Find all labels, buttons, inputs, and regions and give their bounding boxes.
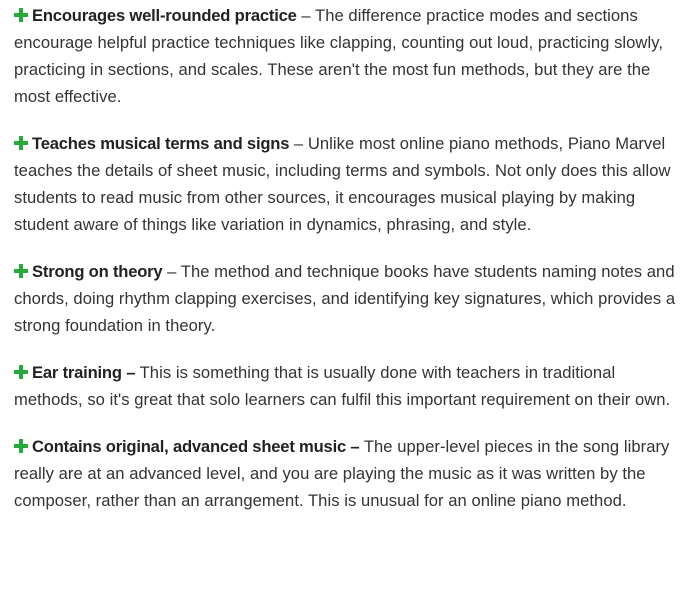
pros-list	[14, 2, 676, 534]
pro-separator: –	[162, 262, 181, 281]
pro-heading: Teaches musical terms and signs	[32, 134, 290, 153]
pro-separator: –	[296, 6, 316, 25]
plus-icon	[14, 8, 28, 22]
pro-item-theory	[14, 258, 676, 339]
pro-item-ear-training	[14, 359, 676, 413]
pro-item-musical-terms	[14, 130, 676, 238]
pro-item-well-rounded-practice	[14, 2, 676, 110]
pro-body: Unlike most online piano methods, Piano Marvel teaches the details of sheet music, including terms and symbols. Not only does this allow students to read music from other sources, it encourages musical playing by making student aware of things like variation in dynamics, phrasing, and style.	[14, 134, 671, 234]
pro-body: The difference practice modes and sections encourage helpful practice techniques like clapping, counting out loud, practicing slowly, practicing in sections, and scales. These aren't the most fun methods, but they are the most effective.	[14, 6, 663, 106]
pro-body: The upper-level pieces in the song library really are at an advanced level, and you are playing the music as it was written by the composer, rather than an arrangement. This is unusual for an online piano method.	[14, 437, 670, 510]
pro-item-advanced-sheet-music	[14, 433, 676, 514]
pro-body: This is something that is usually done with teachers in traditional methods, so it's great that solo learners can fulfil this important requirement on their own.	[14, 363, 671, 409]
plus-icon	[14, 439, 28, 453]
plus-icon	[14, 365, 28, 379]
pro-heading: Ear training –	[32, 363, 136, 382]
pro-heading: Contains original, advanced sheet music –	[32, 437, 360, 456]
pro-separator: –	[289, 134, 308, 153]
pro-heading: Encourages well-rounded practice	[32, 6, 297, 25]
pro-heading: Strong on theory	[32, 262, 163, 281]
plus-icon	[14, 264, 28, 278]
pro-body: The method and technique books have students naming notes and chords, doing rhythm clapping exercises, and identifying key signatures, which provides a strong foundation in theory.	[14, 262, 676, 335]
plus-icon	[14, 136, 28, 150]
